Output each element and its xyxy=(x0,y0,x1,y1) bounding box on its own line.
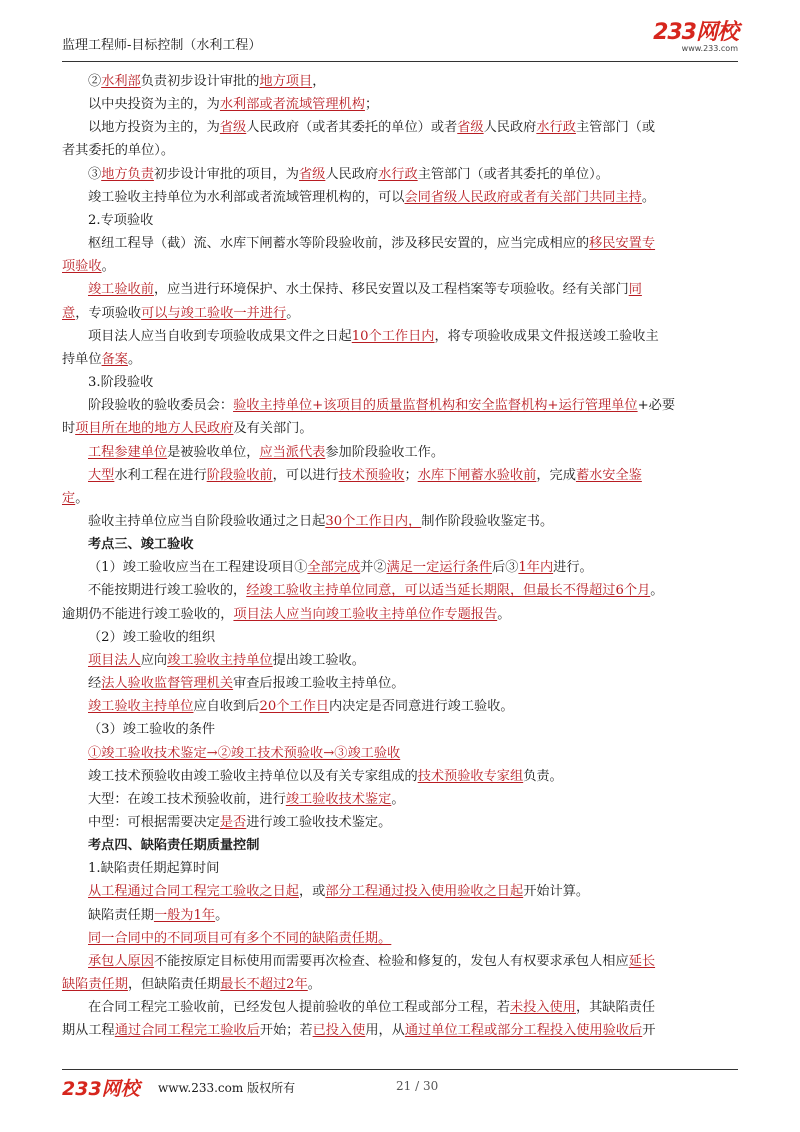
text-segment: 应向 xyxy=(140,652,168,668)
text-line xyxy=(62,394,738,417)
highlighted-term: 1年内 xyxy=(518,560,554,576)
highlighted-term: 定 xyxy=(62,490,76,506)
text-segment: 者其委托的单位）。 xyxy=(62,143,175,159)
text-segment: 1.缺陷责任期起算时间 xyxy=(88,861,220,877)
highlighted-term: 大型 xyxy=(88,467,115,483)
text-line xyxy=(62,695,738,718)
highlighted-term: 经竣工验收主持单位同意，可以适当延长期限，但最长不得超过6个月 xyxy=(246,583,651,599)
text-segment: ，或 xyxy=(299,884,326,900)
highlighted-term: 省级 xyxy=(219,120,247,136)
text-line xyxy=(62,880,738,903)
text-segment: 。 xyxy=(75,490,89,506)
footer-logo: 233网校 xyxy=(62,1078,140,1100)
text-line xyxy=(62,626,738,649)
text-segment: 并② xyxy=(360,560,387,576)
text-segment: ， xyxy=(312,74,326,89)
text-segment: 。 xyxy=(307,977,321,993)
highlighted-term: 水行政 xyxy=(536,120,576,136)
brand-logo xyxy=(653,22,738,53)
highlighted-term: 会同省级人民政府或者有关部门共同主持 xyxy=(404,189,642,205)
text-segment: （3）竣工验收的条件 xyxy=(88,722,216,738)
text-line xyxy=(62,857,738,880)
text-segment: 。 xyxy=(391,791,405,807)
highlighted-term: 意 xyxy=(62,305,76,321)
text-segment: 主管部门（或 xyxy=(575,120,656,136)
text-segment: 竣工验收主持单位为水利部或者流域管理机构的，可以 xyxy=(88,189,405,205)
text-segment: 考点三、竣工验收 xyxy=(88,537,194,553)
highlighted-term: 已投入使 xyxy=(312,1023,366,1039)
text-line xyxy=(62,417,738,440)
logo-url: www.233.com xyxy=(681,44,738,53)
highlighted-term: 法人验收监督管理机关 xyxy=(101,676,234,692)
text-segment: 2.专项验收 xyxy=(88,212,154,228)
text-segment: 进行竣工验收技术鉴定。 xyxy=(246,815,392,830)
text-segment: ； xyxy=(404,467,418,483)
text-segment: 3.阶段验收 xyxy=(88,375,154,391)
text-segment: 。 xyxy=(497,606,511,622)
highlighted-term: ①竣工验收技术鉴定→②竣工技术预验收→③竣工验收 xyxy=(88,745,401,761)
header-title: 监理工程师-目标控制（水利工程） xyxy=(62,38,262,53)
highlighted-term: 省级 xyxy=(457,120,484,136)
text-line xyxy=(62,441,738,464)
page-footer xyxy=(62,1074,738,1098)
text-segment: ，可以进行 xyxy=(272,467,339,483)
text-segment: 负责初步设计审批的 xyxy=(140,74,260,89)
highlighted-term: 30个工作日内， xyxy=(325,513,422,529)
highlighted-term: 全部完成 xyxy=(307,560,361,576)
highlighted-term: 是否 xyxy=(219,815,247,830)
highlighted-term: 水行政 xyxy=(378,166,418,182)
text-segment: 主管部门（或者其委托的单位）。 xyxy=(417,166,609,182)
section-heading xyxy=(62,834,738,857)
text-segment: 以地方投资为主的，为 xyxy=(88,120,220,136)
highlighted-term: 10个工作日内 xyxy=(351,328,435,344)
text-line xyxy=(62,973,738,996)
text-segment: 阶段验收的验收委员会： xyxy=(88,398,234,414)
text-segment: 内决定是否同意进行竣工验收。 xyxy=(328,699,514,715)
text-line xyxy=(62,139,738,162)
text-segment: 制作阶段验收鉴定书。 xyxy=(421,513,554,529)
highlighted-term: 缺陷责任期 xyxy=(62,977,128,993)
text-segment: 不能按原定目标使用而需要再次检查、检验和修复的，发包人有权要求承包人相应 xyxy=(153,953,629,969)
highlighted-term: 水利部 xyxy=(101,74,141,89)
highlighted-term: 竣工验收技术鉴定 xyxy=(285,791,392,807)
highlighted-term: 应当派代表 xyxy=(259,444,326,460)
text-segment: 在合同工程完工验收前，已经发包人提前验收的单位工程或部分工程，若 xyxy=(88,1000,510,1016)
highlighted-term: 同 xyxy=(628,282,642,298)
highlighted-term: 备案 xyxy=(101,351,128,367)
text-segment: 初步设计审批的项目，为 xyxy=(153,166,299,182)
text-line xyxy=(62,996,738,1019)
highlighted-term: 通过单位工程或部分工程投入使用验收后 xyxy=(404,1023,643,1039)
text-line xyxy=(62,464,738,487)
highlighted-term: 水库下闸蓄水验收前 xyxy=(417,467,537,483)
text-segment: ，其缺陷责任 xyxy=(575,1000,656,1016)
text-segment: 经 xyxy=(88,676,102,692)
highlighted-term: 从工程通过合同工程完工验收之日起 xyxy=(88,884,299,900)
text-segment: ③ xyxy=(88,166,102,182)
text-line xyxy=(62,950,738,973)
highlighted-term: 可以与竣工验收一并进行 xyxy=(141,305,287,321)
text-segment: 缺陷责任期 xyxy=(88,907,154,923)
text-line xyxy=(62,765,738,788)
text-line xyxy=(62,163,738,186)
text-segment: ② xyxy=(88,74,102,89)
text-segment: ，将专项验收成果文件报送竣工验收主 xyxy=(434,328,659,344)
document-body xyxy=(62,70,738,1043)
text-line xyxy=(62,556,738,579)
highlighted-term: 蓄水安全鉴 xyxy=(575,467,642,483)
text-segment: ，专项验收 xyxy=(75,305,142,321)
text-segment: 及有关部门。 xyxy=(233,421,313,437)
highlighted-term: 部分工程通过投入使用验收之日起 xyxy=(325,884,524,900)
text-segment: 时 xyxy=(62,421,76,437)
text-segment: 提出竣工验收。 xyxy=(272,652,365,668)
text-segment: （2）竣工验收的组织 xyxy=(88,629,216,645)
text-segment: 开 xyxy=(642,1023,656,1039)
highlighted-term: 移民安置专 xyxy=(589,236,656,252)
highlighted-term: 水利部或者流域管理机构 xyxy=(219,97,365,113)
text-segment: 水利工程在进行 xyxy=(114,467,207,483)
text-line xyxy=(62,788,738,811)
logo-text: 233网校 xyxy=(653,20,738,45)
text-segment: 考点四、缺陷责任期质量控制 xyxy=(88,838,260,854)
header-divider xyxy=(62,61,738,62)
text-line xyxy=(62,927,738,950)
text-segment: 期从工程 xyxy=(62,1023,115,1039)
highlighted-term: 通过合同工程完工验收后 xyxy=(114,1023,260,1039)
text-line xyxy=(62,186,738,209)
highlighted-term: 竣工验收前 xyxy=(88,282,154,298)
text-line xyxy=(62,603,738,626)
highlighted-term: 一般为1年 xyxy=(153,907,216,923)
text-segment: 参加阶段验收工作。 xyxy=(325,444,445,460)
text-line xyxy=(62,70,738,93)
page-number: 21 / 30 xyxy=(396,1079,439,1093)
text-segment: 。 xyxy=(101,259,115,275)
text-segment: 人民政府 xyxy=(483,120,537,136)
highlighted-term: 地方负责 xyxy=(101,166,154,182)
text-line xyxy=(62,232,738,255)
text-segment: 后③ xyxy=(492,560,519,576)
text-line xyxy=(62,278,738,301)
text-segment: 。 xyxy=(127,351,142,367)
text-segment: 验收主持单位应当自阶段验收通过之日起 xyxy=(88,513,326,529)
text-segment: ； xyxy=(364,97,379,113)
highlighted-term: 承包人原因 xyxy=(88,953,154,969)
highlighted-term: 工程参建单位 xyxy=(88,444,168,460)
text-segment: 项目法人应当自收到专项验收成果文件之日起 xyxy=(88,328,352,344)
highlighted-term: 项目所在地的地方人民政府 xyxy=(75,421,234,437)
highlighted-term: 项目法人应当向竣工验收主持单位作专题报告 xyxy=(233,606,498,622)
highlighted-term: 地方项目 xyxy=(259,74,313,89)
highlighted-term: 满足一定运行条件 xyxy=(386,560,493,576)
highlighted-term: 同一合同中的不同项目可有多个不同的缺陷责任期。 xyxy=(88,930,392,946)
highlighted-term: 竣工验收主持单位 xyxy=(88,699,194,715)
section-heading xyxy=(62,533,738,556)
text-segment: 枢纽工程导（截）流、水库下闸蓄水等阶段验收前，涉及移民安置的，应当完成相应的 xyxy=(88,236,590,252)
highlighted-term: 项验收 xyxy=(62,259,102,275)
highlighted-term: 未投入使用 xyxy=(510,1000,576,1016)
text-line xyxy=(62,672,738,695)
highlighted-term: 技术预验收 xyxy=(338,467,405,483)
highlighted-term: 验收主持单位+该项目的质量监督机构和安全监督机构+运行管理单位 xyxy=(233,398,638,414)
footer-copyright: www.233.com 版权所有 xyxy=(158,1081,296,1095)
text-segment: 大型：在竣工技术预验收前，进行 xyxy=(88,791,286,807)
text-line xyxy=(62,116,738,139)
text-line xyxy=(62,209,738,232)
text-segment: 开始；若 xyxy=(259,1023,313,1039)
text-line xyxy=(62,510,738,533)
text-line xyxy=(62,348,738,371)
text-segment: 。 xyxy=(215,907,229,923)
text-segment: 不能按期进行竣工验收的， xyxy=(88,583,247,599)
text-line xyxy=(62,93,738,116)
text-line xyxy=(62,649,738,672)
page-header xyxy=(62,22,738,58)
text-segment: ，但缺陷责任期 xyxy=(127,977,221,993)
text-line xyxy=(62,811,738,834)
footer-divider xyxy=(62,1069,738,1070)
text-segment: 人民政府 xyxy=(325,166,379,182)
text-segment: 。 xyxy=(641,189,656,205)
text-segment: 是被验收单位， xyxy=(167,444,260,460)
text-segment: 负责。 xyxy=(523,768,563,784)
text-line xyxy=(62,718,738,741)
text-segment: 逾期仍不能进行竣工验收的， xyxy=(62,606,234,622)
text-segment: 开始计算。 xyxy=(523,884,590,900)
highlighted-term: 阶段验收前 xyxy=(206,467,273,483)
text-segment: 竣工技术预验收由竣工验收主持单位以及有关专家组成的 xyxy=(88,768,418,784)
text-segment: 应自收到后 xyxy=(193,699,260,715)
highlighted-term: 最长不超过2年 xyxy=(220,977,308,993)
highlighted-term: 项目法人 xyxy=(88,652,141,668)
highlighted-term: 竣工验收主持单位 xyxy=(167,652,273,668)
text-segment: 以中央投资为主的，为 xyxy=(88,97,220,113)
text-segment: 人民政府（或者其委托的单位）或者 xyxy=(246,120,458,136)
text-line xyxy=(62,742,738,765)
text-line xyxy=(62,325,738,348)
text-segment: 持单位 xyxy=(62,351,102,367)
text-line xyxy=(62,371,738,394)
text-segment: +必要 xyxy=(637,398,676,414)
text-line xyxy=(62,579,738,602)
text-line xyxy=(62,1019,738,1042)
text-line xyxy=(62,302,738,325)
highlighted-term: 技术预验收专家组 xyxy=(417,768,524,784)
text-line xyxy=(62,904,738,927)
text-segment: 用，从 xyxy=(365,1023,405,1039)
highlighted-term: 20个工作日 xyxy=(259,699,329,715)
text-segment: 。 xyxy=(650,583,664,599)
text-segment: 进行。 xyxy=(553,560,593,576)
text-segment: 审查后报竣工验收主持单位。 xyxy=(233,676,405,692)
text-segment: （1）竣工验收应当在工程建设项目① xyxy=(88,560,308,576)
text-segment: 。 xyxy=(286,305,300,321)
text-line xyxy=(62,255,738,278)
text-segment: ，完成 xyxy=(536,467,576,483)
text-segment: 中型：可根据需要决定 xyxy=(88,815,220,830)
highlighted-term: 省级 xyxy=(299,166,326,182)
highlighted-term: 延长 xyxy=(628,953,656,969)
text-segment: ，应当进行环境保护、水土保持、移民安置以及工程档案等专项验收。经有关部门 xyxy=(153,282,629,298)
text-line xyxy=(62,487,738,510)
